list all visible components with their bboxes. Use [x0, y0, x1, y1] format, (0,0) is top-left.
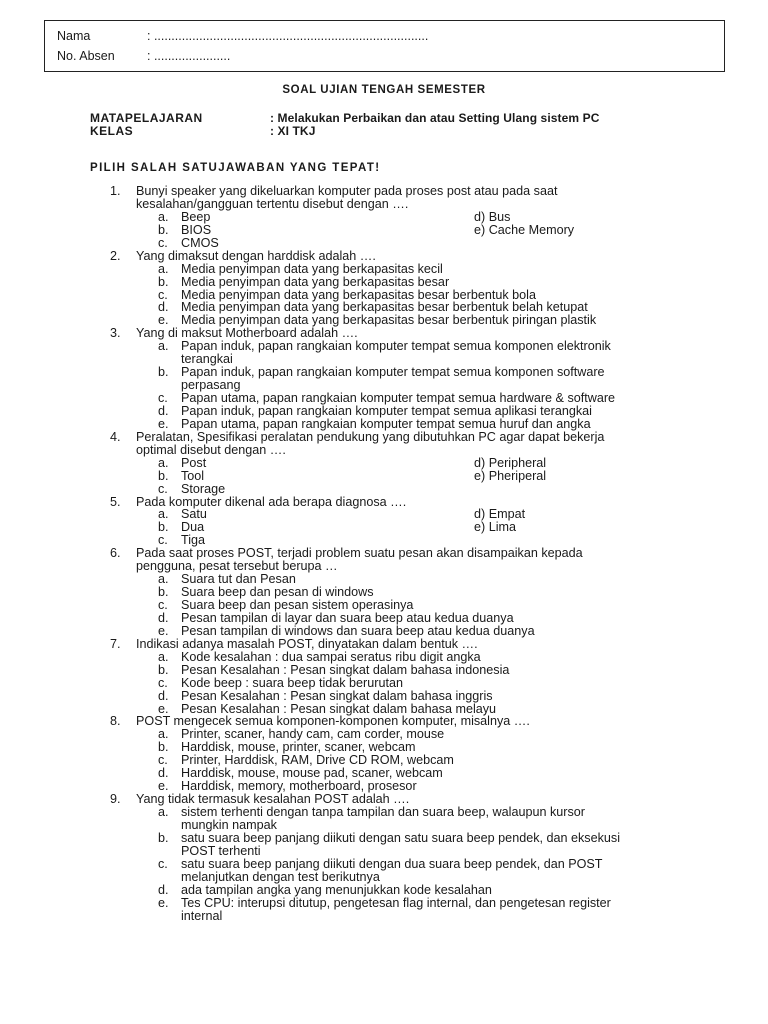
- option-text: satu suara beep panjang diikuti dengan satu suara beep pendek, dan eksekusi: [181, 830, 621, 845]
- option-row: [0, 237, 768, 250]
- option-text: Media penyimpan data yang berkapasitas besar berbentuk bola: [181, 287, 536, 302]
- option-text: Media penyimpan data yang berkapasitas besar berbentuk belah ketupat: [181, 300, 588, 315]
- question-line: [0, 638, 768, 651]
- option-row: [0, 224, 768, 237]
- option-letter: c.: [158, 753, 168, 768]
- question-item: [0, 250, 768, 328]
- option-letter: a.: [158, 649, 169, 664]
- option-text: Tool: [181, 468, 205, 483]
- question-number: 5.: [110, 494, 121, 509]
- option-letter: b.: [158, 585, 169, 600]
- option-text: Papan induk, papan rangkaian komputer tempat semua komponen elektronik: [181, 339, 611, 354]
- question-line: [0, 496, 768, 509]
- option-text: perpasang: [181, 378, 241, 393]
- exam-title: SOAL UJIAN TENGAH SEMESTER: [282, 84, 486, 96]
- option-row: [0, 884, 768, 897]
- option-letter: c.: [158, 856, 168, 871]
- option-text: sistem terhenti dengan tanpa tampilan dan suara beep, walaupun kursor: [181, 805, 585, 819]
- question-line: [0, 250, 768, 263]
- option-letter: e.: [158, 313, 169, 328]
- option-letter: b.: [158, 468, 169, 483]
- option-letter: a.: [158, 727, 169, 742]
- option-text: Satu: [181, 507, 207, 522]
- option-row: [0, 276, 768, 289]
- option-text: Tiga: [181, 533, 206, 548]
- option-letter: e.: [158, 416, 169, 431]
- option-row: [0, 819, 768, 832]
- option-letter: d.: [158, 610, 169, 625]
- option-text: Kode kesalahan : dua sampai seratus ribu digit angka: [181, 649, 481, 664]
- option-right: d) Peripheral: [474, 455, 547, 470]
- question-item: [0, 547, 768, 638]
- option-letter: e.: [158, 701, 169, 716]
- option-row: [0, 806, 768, 819]
- option-text: Suara tut dan Pesan: [181, 572, 296, 587]
- question-number: 2.: [110, 248, 121, 263]
- question-text: Yang tidak termasuk kesalahan POST adalah ….: [136, 792, 410, 807]
- name-field: : ...............................................................................: [147, 29, 429, 43]
- option-letter: a.: [158, 261, 169, 276]
- option-row: [0, 897, 768, 910]
- option-right: e) Cache Memory: [474, 222, 575, 237]
- option-text: Pesan tampilan di windows dan suara beep atau kedua duanya: [181, 623, 535, 638]
- option-text: Dua: [181, 520, 205, 535]
- option-row: [0, 392, 768, 405]
- question-item: [0, 327, 768, 431]
- option-letter: d.: [158, 300, 169, 315]
- option-letter: b.: [158, 365, 169, 380]
- option-text: Media penyimpan data yang berkapasitas besar: [181, 274, 450, 289]
- option-letter: a.: [158, 507, 169, 522]
- option-letter: c.: [158, 533, 168, 548]
- option-text: CMOS: [181, 235, 219, 250]
- option-row: [0, 211, 768, 224]
- option-letter: b.: [158, 520, 169, 535]
- instruction: PILIH SALAH SATUJAWABAN YANG TEPAT!: [90, 162, 381, 174]
- option-text: Tes CPU: interupsi ditutup, pengetesan flag internal, dan pengetesan register: [181, 895, 611, 910]
- option-row: [0, 858, 768, 871]
- option-text: Beep: [181, 209, 211, 224]
- option-row: [0, 508, 768, 521]
- option-row: [0, 612, 768, 625]
- option-row: [0, 340, 768, 353]
- option-row: [0, 625, 768, 638]
- question-text: Yang di maksut Motherboard adalah ….: [136, 326, 358, 341]
- question-text: kesalahan/gangguan tertentu disebut dengan ….: [136, 196, 409, 211]
- question-text: Yang dimaksut dengan harddisk adalah ….: [136, 248, 376, 263]
- question-list: [0, 185, 768, 922]
- option-text: Kode beep : suara beep tidak berurutan: [181, 675, 403, 690]
- option-letter: c.: [158, 391, 168, 405]
- option-row: [0, 832, 768, 845]
- option-text: Pesan Kesalahan : Pesan singkat dalam bahasa indonesia: [181, 662, 510, 677]
- option-letter: d.: [158, 882, 169, 897]
- question-text: pengguna, pesat tersebut berupa …: [136, 559, 338, 574]
- question-item: [0, 638, 768, 716]
- question-number: 8.: [110, 714, 121, 729]
- option-letter: d.: [158, 403, 169, 418]
- option-right: d) Empat: [474, 507, 526, 522]
- student-identity-box: [44, 20, 725, 72]
- option-row: [0, 651, 768, 664]
- option-text: satu suara beep panjang diikuti dengan dua suara beep pendek, dan POST: [181, 856, 603, 871]
- option-text: Printer, Harddisk, RAM, Drive CD ROM, webcam: [181, 753, 454, 768]
- option-text: Media penyimpan data yang berkapasitas besar berbentuk piringan plastik: [181, 313, 597, 328]
- absen-label: No. Absen: [57, 49, 115, 63]
- option-row: [0, 910, 768, 923]
- option-text: terangkai: [181, 352, 233, 367]
- option-text: Harddisk, mouse, printer, scaner, webcam: [181, 740, 416, 755]
- option-text: Pesan Kesalahan : Pesan singkat dalam bahasa melayu: [181, 701, 497, 716]
- option-text: Pesan tampilan di layar dan suara beep atau kedua duanya: [181, 610, 514, 625]
- option-letter: b.: [158, 662, 169, 677]
- option-right: d) Bus: [474, 209, 511, 224]
- option-row: [0, 690, 768, 703]
- question-item: [0, 185, 768, 250]
- question-item: [0, 793, 768, 922]
- option-text: Post: [181, 455, 207, 470]
- option-letter: c.: [158, 481, 168, 496]
- option-text: Harddisk, memory, motherboard, prosesor: [181, 779, 417, 794]
- question-number: 9.: [110, 792, 121, 807]
- option-row: [0, 573, 768, 586]
- option-text: ada tampilan angka yang menunjukkan kode kesalahan: [181, 882, 492, 897]
- option-text: melanjutkan dengan test berikutnya: [181, 869, 380, 884]
- option-letter: c.: [158, 598, 168, 612]
- class-label: KELAS: [90, 124, 134, 138]
- option-text: BIOS: [181, 222, 212, 237]
- subject-label: MATAPELAJARAN: [90, 111, 203, 125]
- name-label: Nama: [57, 29, 91, 43]
- option-letter: b.: [158, 222, 169, 237]
- option-row: [0, 664, 768, 677]
- option-letter: d.: [158, 766, 169, 781]
- option-row: [0, 845, 768, 858]
- option-text: POST terhenti: [181, 843, 261, 858]
- option-text: internal: [181, 908, 223, 923]
- option-text: Papan utama, papan rangkaian komputer tempat semua huruf dan angka: [181, 416, 591, 431]
- subject-value: : Melakukan Perbaikan dan atau Setting Ulang sistem PC: [270, 111, 600, 125]
- absen-field: : ......................: [147, 49, 231, 63]
- question-item: [0, 715, 768, 793]
- option-letter: e.: [158, 895, 169, 910]
- class-value: : XI TKJ: [270, 124, 316, 138]
- option-letter: a.: [158, 209, 169, 224]
- option-text: Papan induk, papan rangkaian komputer tempat semua komponen software: [181, 365, 605, 380]
- option-letter: b.: [158, 740, 169, 755]
- option-text: Harddisk, mouse, mouse pad, scaner, webcam: [181, 766, 443, 781]
- option-row: [0, 263, 768, 276]
- option-letter: c.: [158, 675, 168, 690]
- question-line: [0, 560, 768, 573]
- option-letter: a.: [158, 455, 169, 470]
- question-line: [0, 198, 768, 211]
- option-row: [0, 366, 768, 379]
- option-text: Storage: [181, 481, 226, 496]
- question-number: 7.: [110, 636, 121, 651]
- question-text: POST mengecek semua komponen-komponen komputer, misalnya ….: [136, 714, 530, 729]
- option-letter: a.: [158, 805, 169, 819]
- question-item: [0, 431, 768, 496]
- option-letter: a.: [158, 339, 169, 354]
- question-text: optimal disebut dengan ….: [136, 442, 286, 457]
- option-row: [0, 677, 768, 690]
- question-number: 1.: [110, 184, 121, 198]
- question-text: Peralatan, Spesifikasi peralatan pendukung yang dibutuhkan PC agar dapat bekerja: [136, 429, 605, 444]
- option-right: e) Pheriperal: [474, 468, 547, 483]
- option-letter: a.: [158, 572, 169, 587]
- option-row: [0, 405, 768, 418]
- option-letter: c.: [158, 287, 168, 302]
- option-text: Media penyimpan data yang berkapasitas kecil: [181, 261, 443, 276]
- option-letter: b.: [158, 830, 169, 845]
- question-line: [0, 185, 768, 198]
- option-right: e) Lima: [474, 520, 516, 535]
- question-line: [0, 444, 768, 457]
- question-text: Indikasi adanya masalah POST, dinyatakan dalam bentuk ….: [136, 636, 478, 651]
- option-letter: e.: [158, 623, 169, 638]
- option-row: [0, 483, 768, 496]
- option-row: [0, 418, 768, 431]
- question-line: [0, 431, 768, 444]
- question-item: [0, 496, 768, 548]
- question-line: [0, 547, 768, 560]
- option-text: Papan utama, papan rangkaian komputer tempat semua hardware & software: [181, 391, 616, 405]
- question-text: Pada komputer dikenal ada berapa diagnosa ….: [136, 494, 407, 509]
- option-text: Printer, scaner, handy cam, cam corder, mouse: [181, 727, 445, 742]
- option-row: [0, 871, 768, 884]
- option-letter: e.: [158, 779, 169, 794]
- question-text: Pada saat proses POST, terjadi problem suatu pesan akan disampaikan kepada: [136, 546, 583, 561]
- option-letter: c.: [158, 235, 168, 250]
- option-row: [0, 599, 768, 612]
- option-text: Suara beep dan pesan di windows: [181, 585, 374, 600]
- option-letter: b.: [158, 274, 169, 289]
- question-number: 3.: [110, 326, 121, 341]
- question-number: 6.: [110, 546, 121, 561]
- option-text: mungkin nampak: [181, 817, 277, 832]
- option-text: Pesan Kesalahan : Pesan singkat dalam bahasa inggris: [181, 688, 493, 703]
- question-text: Bunyi speaker yang dikeluarkan komputer pada proses post atau pada saat: [136, 184, 558, 198]
- option-row: [0, 470, 768, 483]
- question-number: 4.: [110, 429, 121, 444]
- option-letter: d.: [158, 688, 169, 703]
- option-row: [0, 457, 768, 470]
- option-text: Suara beep dan pesan sistem operasinya: [181, 598, 414, 612]
- option-row: [0, 521, 768, 534]
- option-text: Papan induk, papan rangkaian komputer tempat semua aplikasi terangkai: [181, 403, 592, 418]
